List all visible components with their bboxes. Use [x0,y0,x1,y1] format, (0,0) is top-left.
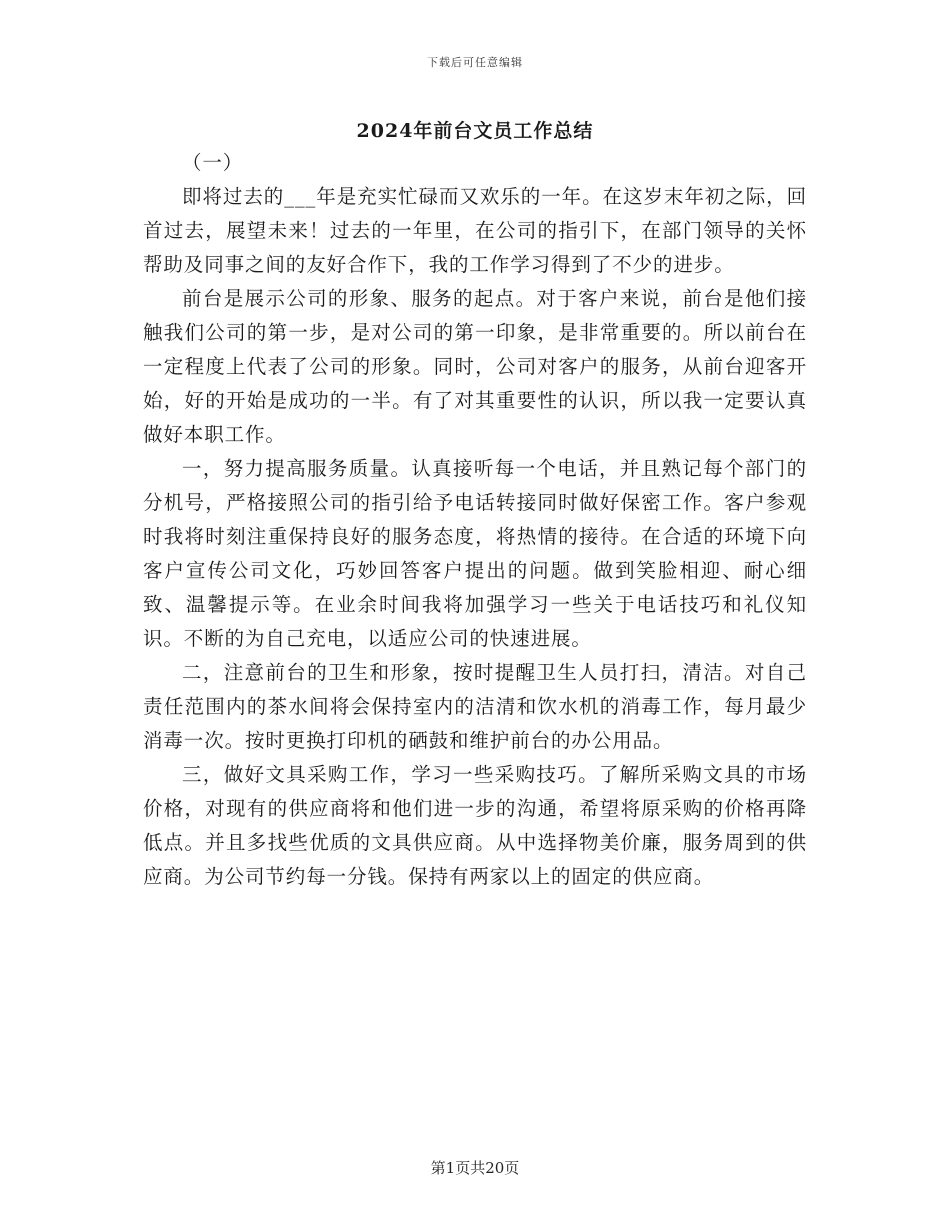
paragraph-intro: 即将过去的___年是充实忙碌而又欢乐的一年。在这岁末年初之际，回首过去，展望未来！过去的一年里，在公司的指引下，在部门领导的关怀帮助及同事之间的友好合作下，我的工作学习得到了不少的进步。 [143,185,807,276]
paragraph-front-desk-role: 前台是展示公司的形象、服务的起点。对于客户来说，前台是他们接触我们公司的第一步，是对公司的第一印象，是非常重要的。所以前台在一定程度上代表了公司的形象。同时，公司对客户的服务，从前台迎客开始，好的开始是成功的一半。有了对其重要性的认识，所以我一定要认真做好本职工作。 [143,287,807,446]
document-title: 2024年前台文员工作总结 [356,120,594,142]
paragraph-point-one: 一，努力提高服务质量。认真接听每一个电话，并且熟记每个部门的分机号，严格接照公司的指引给予电话转接同时做好保密工作。客户参观时我将时刻注重保持良好的服务态度，将热情的接待。在合适的环境下向客户宣传公司文化，巧妙回答客户提出的问题。做到笑脸相迎、耐心细致、温馨提示等。在业余时间我将加强学习一些关于电话技巧和礼仪知识。不断的为自己充电，以适应公司的快速进展。 [143,457,807,650]
paragraph-point-two: 二，注意前台的卫生和形象，按时提醒卫生人员打扫，清洁。对自己责任范围内的茶水间将会保持室内的洁清和饮水机的消毒工作，每月最少消毒一次。按时更换打印机的硒鼓和维护前台的办公用品。 [143,661,807,752]
page-number: 第1页共20页 [430,1159,520,1177]
paragraph-point-three: 三，做好文具采购工作，学习一些采购技巧。了解所采购文具的市场价格，对现有的供应商将和他们进一步的沟通，希望将原采购的价格再降低点。并且多找些优质的文具供应商。从中选择物美价廉，服务周到的供应商。为公司节约每一分钱。保持有两家以上的固定的供应商。 [143,763,807,888]
header-note: 下载后可任意编辑 [427,56,523,69]
document-body [143,146,807,894]
section-mark: （一） [182,151,244,174]
